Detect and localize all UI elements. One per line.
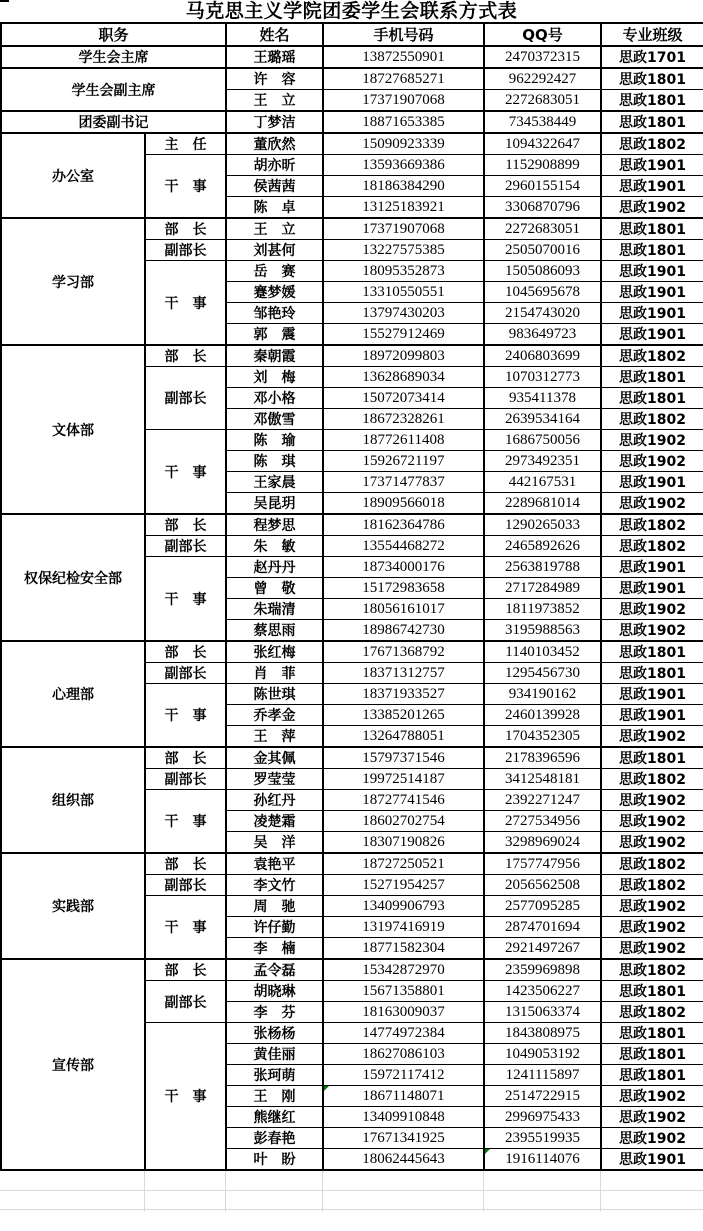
phone-cell[interactable]: 15527912469	[323, 324, 484, 346]
name-cell[interactable]: 孟令磊	[226, 959, 323, 981]
table-row	[1, 218, 703, 240]
phone-cell[interactable]: 18163009037	[323, 1002, 484, 1023]
qq-cell[interactable]: 2563819788	[484, 557, 601, 578]
phone-cell[interactable]: 18986742730	[323, 620, 484, 642]
class-cell[interactable]: 思政1801	[601, 68, 703, 90]
class-cell[interactable]: 思政1901	[601, 1149, 703, 1171]
role-cell[interactable]: 副部长	[145, 240, 226, 261]
dept-cell[interactable]: 学习部	[1, 218, 145, 345]
class-cell[interactable]: 思政1902	[601, 896, 703, 917]
name-cell[interactable]: 曾 敬	[226, 578, 323, 599]
name-cell[interactable]: 刘甚何	[226, 240, 323, 261]
qq-cell[interactable]: 2460139928	[484, 705, 601, 726]
class-cell[interactable]: 思政1802	[601, 514, 703, 536]
qq-cell[interactable]: 3298969024	[484, 832, 601, 854]
dept-cell[interactable]: 心理部	[1, 641, 145, 747]
dept-cell[interactable]: 学生会主席	[1, 46, 226, 68]
class-cell[interactable]: 思政1902	[601, 1086, 703, 1107]
qq-cell[interactable]: 2874701694	[484, 917, 601, 938]
error-flag-icon	[485, 1149, 490, 1154]
phone-cell[interactable]: 18627086103	[323, 1044, 484, 1065]
name-cell[interactable]: 胡晓琳	[226, 981, 323, 1002]
table-row	[1, 853, 703, 875]
role-cell[interactable]: 干 事	[145, 896, 226, 960]
phone-cell[interactable]: 17671341925	[323, 1128, 484, 1149]
qq-cell[interactable]: 962292427	[484, 68, 601, 90]
class-cell[interactable]: 思政1801	[601, 240, 703, 261]
dept-cell[interactable]: 宣传部	[1, 959, 145, 1170]
gridline	[483, 1171, 484, 1212]
class-cell[interactable]: 思政1902	[601, 451, 703, 472]
name-cell[interactable]: 岳 赛	[226, 261, 323, 282]
role-cell[interactable]: 副部长	[145, 981, 226, 1023]
class-cell[interactable]: 思政1902	[601, 493, 703, 515]
class-cell[interactable]: 思政1701	[601, 46, 703, 68]
phone-cell[interactable]: 13310550551	[323, 282, 484, 303]
class-cell[interactable]: 思政1801	[601, 747, 703, 769]
qq-cell[interactable]: 1295456730	[484, 663, 601, 684]
qq-cell[interactable]: 2178396596	[484, 747, 601, 769]
name-cell[interactable]: 黄佳丽	[226, 1044, 323, 1065]
qq-cell[interactable]: 1070312773	[484, 367, 601, 388]
phone-cell[interactable]: 13797430203	[323, 303, 484, 324]
class-cell[interactable]: 思政1802	[601, 959, 703, 981]
qq-cell[interactable]: 1241115897	[484, 1065, 601, 1086]
gridline	[225, 1171, 226, 1212]
qq-cell[interactable]: 2973492351	[484, 451, 601, 472]
class-cell[interactable]: 思政1801	[601, 111, 703, 133]
dept-cell[interactable]: 办公室	[1, 133, 145, 218]
class-cell[interactable]: 思政1802	[601, 409, 703, 430]
role-cell[interactable]: 副部长	[145, 875, 226, 896]
class-cell[interactable]: 思政1901	[601, 155, 703, 176]
phone-cell[interactable]: 18871653385	[323, 111, 484, 133]
qq-cell[interactable]: 2272683051	[484, 218, 601, 240]
name-cell[interactable]: 蹇梦媛	[226, 282, 323, 303]
qq-cell[interactable]: 983649723	[484, 324, 601, 346]
class-cell[interactable]: 思政1802	[601, 853, 703, 875]
phone-cell[interactable]: 18672328261	[323, 409, 484, 430]
role-cell[interactable]: 部 长	[145, 514, 226, 536]
name-cell[interactable]: 朱 敏	[226, 536, 323, 557]
qq-cell[interactable]: 1843808975	[484, 1023, 601, 1044]
phone-cell[interactable]: 13628689034	[323, 367, 484, 388]
qq-cell[interactable]: 934190162	[484, 684, 601, 705]
phone-cell[interactable]: 17371907068	[323, 218, 484, 240]
qq-cell[interactable]: 1757747956	[484, 853, 601, 875]
phone-cell[interactable]: 14774972384	[323, 1023, 484, 1044]
phone-cell[interactable]: 13554468272	[323, 536, 484, 557]
name-cell[interactable]: 王 刚	[226, 1086, 323, 1107]
qq-cell[interactable]: 2577095285	[484, 896, 601, 917]
dept-cell[interactable]: 团委副书记	[1, 111, 226, 133]
name-cell[interactable]: 邓小格	[226, 388, 323, 409]
phone-cell[interactable]: 13409906793	[323, 896, 484, 917]
dept-cell[interactable]: 组织部	[1, 747, 145, 853]
name-cell[interactable]: 陈 瑜	[226, 430, 323, 451]
name-cell[interactable]: 金其佩	[226, 747, 323, 769]
qq-cell[interactable]: 2996975433	[484, 1107, 601, 1128]
header-phone[interactable]: 手机号码	[323, 23, 484, 46]
class-cell[interactable]: 思政1802	[601, 536, 703, 557]
class-cell[interactable]: 思政1901	[601, 578, 703, 599]
class-cell[interactable]: 思政1901	[601, 684, 703, 705]
phone-cell[interactable]: 18727685271	[323, 68, 484, 90]
phone-cell[interactable]: 18972099803	[323, 345, 484, 367]
class-cell[interactable]: 思政1801	[601, 663, 703, 684]
phone-cell[interactable]: 13409910848	[323, 1107, 484, 1128]
phone-cell[interactable]: 15072073414	[323, 388, 484, 409]
header-name[interactable]: 姓名	[226, 23, 323, 46]
name-cell[interactable]: 王 立	[226, 90, 323, 112]
phone-cell[interactable]: 13872550901	[323, 46, 484, 68]
phone-cell[interactable]: 13125183921	[323, 197, 484, 219]
name-cell[interactable]: 丁梦洁	[226, 111, 323, 133]
qq-cell[interactable]: 2639534164	[484, 409, 601, 430]
name-cell[interactable]: 李文竹	[226, 875, 323, 896]
qq-cell[interactable]: 2056562508	[484, 875, 601, 896]
table-row	[1, 133, 703, 155]
qq-cell[interactable]: 3195988563	[484, 620, 601, 642]
class-cell[interactable]: 思政1902	[601, 726, 703, 748]
name-cell[interactable]: 朱瑞清	[226, 599, 323, 620]
class-cell[interactable]: 思政1902	[601, 790, 703, 811]
role-cell[interactable]: 部 长	[145, 218, 226, 240]
phone-cell[interactable]: 19972514187	[323, 769, 484, 790]
class-cell[interactable]: 思政1801	[601, 641, 703, 663]
class-cell[interactable]: 思政1802	[601, 875, 703, 896]
phone-cell[interactable]: 18371933527	[323, 684, 484, 705]
table-row	[1, 747, 703, 769]
class-cell[interactable]: 思政1801	[601, 367, 703, 388]
phone-cell[interactable]: 15926721197	[323, 451, 484, 472]
class-cell[interactable]: 思政1801	[601, 90, 703, 112]
qq-cell[interactable]: 935411378	[484, 388, 601, 409]
class-cell[interactable]: 思政1901	[601, 705, 703, 726]
table-row	[1, 514, 703, 536]
table-title[interactable]: 马克思主义学院团委学生会联系方式表	[185, 0, 518, 22]
phone-cell[interactable]: 18307190826	[323, 832, 484, 854]
phone-cell[interactable]: 18371312757	[323, 663, 484, 684]
qq-cell[interactable]: 1140103452	[484, 641, 601, 663]
phone-cell[interactable]: 13197416919	[323, 917, 484, 938]
class-cell[interactable]: 思政1802	[601, 1002, 703, 1023]
role-cell[interactable]: 副部长	[145, 367, 226, 430]
dept-cell[interactable]: 实践部	[1, 853, 145, 959]
qq-cell[interactable]: 2921497267	[484, 938, 601, 960]
phone-cell[interactable]: 13264788051	[323, 726, 484, 748]
qq-cell[interactable]: 2406803699	[484, 345, 601, 367]
qq-cell[interactable]: 2727534956	[484, 811, 601, 832]
qq-cell[interactable]: 1505086093	[484, 261, 601, 282]
class-cell[interactable]: 思政1902	[601, 1128, 703, 1149]
name-cell[interactable]: 李 芬	[226, 1002, 323, 1023]
name-cell[interactable]: 陈 卓	[226, 197, 323, 219]
name-cell[interactable]: 董欣然	[226, 133, 323, 155]
phone-cell[interactable]: 13227575385	[323, 240, 484, 261]
class-cell[interactable]: 思政1901	[601, 282, 703, 303]
name-cell[interactable]: 秦朝霞	[226, 345, 323, 367]
class-cell[interactable]: 思政1801	[601, 1065, 703, 1086]
phone-cell[interactable]: 15972117412	[323, 1065, 484, 1086]
empty-grid[interactable]	[0, 1171, 703, 1231]
name-cell[interactable]: 罗莹莹	[226, 769, 323, 790]
class-cell[interactable]: 思政1802	[601, 133, 703, 155]
class-cell[interactable]: 思政1801	[601, 388, 703, 409]
class-cell[interactable]: 思政1802	[601, 345, 703, 367]
header-position[interactable]: 职务	[1, 23, 226, 46]
name-cell[interactable]: 刘 梅	[226, 367, 323, 388]
role-cell[interactable]: 部 长	[145, 959, 226, 981]
qq-cell[interactable]: 3306870796	[484, 197, 601, 219]
table-row	[1, 46, 703, 68]
role-cell[interactable]: 干 事	[145, 790, 226, 854]
name-cell[interactable]: 王 立	[226, 218, 323, 240]
name-cell[interactable]: 吴 洋	[226, 832, 323, 854]
role-cell[interactable]: 副部长	[145, 663, 226, 684]
qq-cell[interactable]: 2272683051	[484, 90, 601, 112]
qq-cell[interactable]: 1049053192	[484, 1044, 601, 1065]
gridline	[0, 1209, 703, 1210]
role-cell[interactable]: 干 事	[145, 155, 226, 219]
name-cell[interactable]: 赵丹丹	[226, 557, 323, 578]
role-cell[interactable]: 部 长	[145, 853, 226, 875]
phone-cell[interactable]: 18162364786	[323, 514, 484, 536]
name-cell[interactable]: 胡亦昕	[226, 155, 323, 176]
phone-cell[interactable]: 13385201265	[323, 705, 484, 726]
name-cell[interactable]: 熊继红	[226, 1107, 323, 1128]
qq-cell[interactable]: 1290265033	[484, 514, 601, 536]
qq-cell[interactable]: 734538449	[484, 111, 601, 133]
class-cell[interactable]: 思政1801	[601, 1044, 703, 1065]
role-cell[interactable]: 干 事	[145, 684, 226, 748]
name-cell[interactable]: 乔孝金	[226, 705, 323, 726]
dept-cell[interactable]: 文体部	[1, 345, 145, 514]
qq-cell[interactable]: 1423506227	[484, 981, 601, 1002]
class-cell[interactable]: 思政1902	[601, 430, 703, 451]
dept-cell[interactable]: 学生会副主席	[1, 68, 226, 111]
phone-cell[interactable]: 17371477837	[323, 472, 484, 493]
qq-cell[interactable]: 2465892626	[484, 536, 601, 557]
phone-cell[interactable]: 15342872970	[323, 959, 484, 981]
table-row	[1, 68, 703, 90]
gridline	[600, 1171, 601, 1212]
phone-cell[interactable]: 18671148071	[323, 1086, 484, 1107]
phone-cell[interactable]: 15172983658	[323, 578, 484, 599]
class-cell[interactable]: 思政1902	[601, 811, 703, 832]
name-cell[interactable]: 蔡思雨	[226, 620, 323, 642]
name-cell[interactable]: 周 驰	[226, 896, 323, 917]
name-cell[interactable]: 陈 琪	[226, 451, 323, 472]
name-cell[interactable]: 彭春艳	[226, 1128, 323, 1149]
dept-cell[interactable]: 权保纪检安全部	[1, 514, 145, 641]
table-row	[1, 111, 703, 133]
qq-cell[interactable]: 3412548181	[484, 769, 601, 790]
phone-cell[interactable]: 18734000176	[323, 557, 484, 578]
phone-cell[interactable]: 17371907068	[323, 90, 484, 112]
table-row	[1, 641, 703, 663]
name-cell[interactable]: 程梦思	[226, 514, 323, 536]
phone-cell[interactable]: 15671358801	[323, 981, 484, 1002]
phone-cell[interactable]: 15797371546	[323, 747, 484, 769]
header-class[interactable]: 专业班级	[601, 23, 703, 46]
header-qq[interactable]: QQ号	[484, 23, 601, 46]
name-cell[interactable]: 吴昆玥	[226, 493, 323, 515]
name-cell[interactable]: 郭 震	[226, 324, 323, 346]
class-cell[interactable]: 思政1901	[601, 557, 703, 578]
name-cell[interactable]: 张杨杨	[226, 1023, 323, 1044]
phone-cell[interactable]: 15271954257	[323, 875, 484, 896]
role-cell[interactable]: 干 事	[145, 1023, 226, 1171]
class-cell[interactable]: 思政1902	[601, 620, 703, 642]
name-cell[interactable]: 侯茜茜	[226, 176, 323, 197]
name-cell[interactable]: 李 楠	[226, 938, 323, 960]
qq-cell[interactable]: 2505070016	[484, 240, 601, 261]
gridline	[0, 1190, 703, 1191]
name-cell[interactable]: 张红梅	[226, 641, 323, 663]
phone-cell[interactable]: 18186384290	[323, 176, 484, 197]
name-cell[interactable]: 王家晨	[226, 472, 323, 493]
name-cell[interactable]: 凌楚霜	[226, 811, 323, 832]
qq-cell[interactable]: 1704352305	[484, 726, 601, 748]
role-cell[interactable]: 主 任	[145, 133, 226, 155]
name-cell[interactable]: 王 萍	[226, 726, 323, 748]
class-cell[interactable]: 思政1901	[601, 261, 703, 282]
phone-cell[interactable]: 18062445643	[323, 1149, 484, 1171]
phone-cell[interactable]: 18772611408	[323, 430, 484, 451]
qq-cell[interactable]: 2359969898	[484, 959, 601, 981]
qq-cell[interactable]: 2514722915	[484, 1086, 601, 1107]
qq-cell[interactable]: 2395519935	[484, 1128, 601, 1149]
qq-cell[interactable]: 1045695678	[484, 282, 601, 303]
class-cell[interactable]: 思政1801	[601, 1023, 703, 1044]
class-cell[interactable]: 思政1802	[601, 769, 703, 790]
phone-cell[interactable]: 15090923339	[323, 133, 484, 155]
role-cell[interactable]: 副部长	[145, 769, 226, 790]
class-cell[interactable]: 思政1902	[601, 1107, 703, 1128]
name-cell[interactable]: 张珂萌	[226, 1065, 323, 1086]
phone-cell[interactable]: 13593669386	[323, 155, 484, 176]
class-cell[interactable]: 思政1901	[601, 324, 703, 346]
qq-cell[interactable]: 442167531	[484, 472, 601, 493]
table-body	[1, 46, 703, 1170]
qq-cell[interactable]: 1152908899	[484, 155, 601, 176]
header-row	[1, 23, 703, 46]
name-cell[interactable]: 袁艳平	[226, 853, 323, 875]
artifact-mark	[0, 0, 9, 2]
role-cell[interactable]: 干 事	[145, 557, 226, 642]
table-row	[1, 959, 703, 981]
role-cell[interactable]: 干 事	[145, 261, 226, 346]
error-flag-icon	[324, 1086, 329, 1091]
role-cell[interactable]: 部 长	[145, 747, 226, 769]
qq-cell[interactable]: 1094322647	[484, 133, 601, 155]
class-cell[interactable]: 思政1902	[601, 599, 703, 620]
role-cell[interactable]: 副部长	[145, 536, 226, 557]
class-cell[interactable]: 思政1902	[601, 197, 703, 219]
qq-cell[interactable]: 2392271247	[484, 790, 601, 811]
class-cell[interactable]: 思政1801	[601, 218, 703, 240]
qq-cell[interactable]: 2960155154	[484, 176, 601, 197]
qq-cell[interactable]: 1686750056	[484, 430, 601, 451]
name-cell[interactable]: 许 容	[226, 68, 323, 90]
phone-cell[interactable]: 18909566018	[323, 493, 484, 515]
class-cell[interactable]: 思政1801	[601, 981, 703, 1002]
class-cell[interactable]: 思政1901	[601, 303, 703, 324]
qq-cell[interactable]: 1811973852	[484, 599, 601, 620]
phone-cell[interactable]: 18771582304	[323, 938, 484, 960]
class-cell[interactable]: 思政1901	[601, 176, 703, 197]
class-cell[interactable]: 思政1902	[601, 917, 703, 938]
contact-table	[0, 22, 703, 1171]
name-cell[interactable]: 肖 菲	[226, 663, 323, 684]
qq-cell[interactable]: 1916114076	[484, 1149, 601, 1171]
role-cell[interactable]: 部 长	[145, 641, 226, 663]
class-cell[interactable]: 思政1902	[601, 938, 703, 960]
qq-cell[interactable]: 2470372315	[484, 46, 601, 68]
gridline	[322, 1171, 323, 1212]
name-cell[interactable]: 邹艳玲	[226, 303, 323, 324]
name-cell[interactable]: 邓傲雪	[226, 409, 323, 430]
qq-cell[interactable]: 2289681014	[484, 493, 601, 515]
phone-cell[interactable]: 18727250521	[323, 853, 484, 875]
role-cell[interactable]: 部 长	[145, 345, 226, 367]
phone-cell[interactable]: 18056161017	[323, 599, 484, 620]
class-cell[interactable]: 思政1902	[601, 832, 703, 854]
qq-cell[interactable]: 2717284989	[484, 578, 601, 599]
phone-cell[interactable]: 18095352873	[323, 261, 484, 282]
name-cell[interactable]: 许仔勤	[226, 917, 323, 938]
table-row	[1, 345, 703, 367]
name-cell[interactable]: 陈世琪	[226, 684, 323, 705]
name-cell[interactable]: 叶 盼	[226, 1149, 323, 1171]
phone-cell[interactable]: 18602702754	[323, 811, 484, 832]
name-cell[interactable]: 王璐瑶	[226, 46, 323, 68]
gridline	[144, 1171, 145, 1212]
phone-cell[interactable]: 17671368792	[323, 641, 484, 663]
qq-cell[interactable]: 1315063374	[484, 1002, 601, 1023]
class-cell[interactable]: 思政1901	[601, 472, 703, 493]
name-cell[interactable]: 孙红丹	[226, 790, 323, 811]
qq-cell[interactable]: 2154743020	[484, 303, 601, 324]
role-cell[interactable]: 干 事	[145, 430, 226, 515]
phone-cell[interactable]: 18727741546	[323, 790, 484, 811]
